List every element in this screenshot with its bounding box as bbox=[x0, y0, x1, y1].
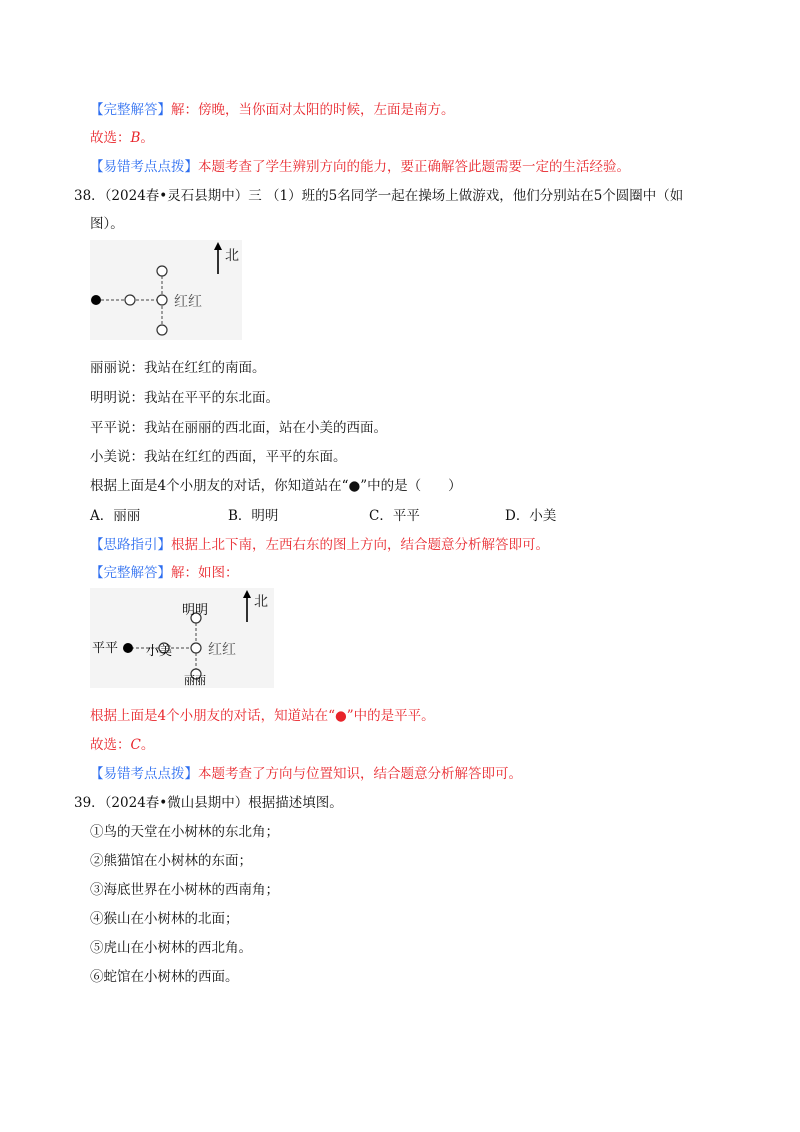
choice-letter: B bbox=[130, 130, 141, 146]
conclusion-dot: ● bbox=[335, 708, 347, 724]
answer-line-38 bbox=[90, 563, 239, 583]
choice-letter: C bbox=[130, 737, 141, 753]
answer-text: 解：如图： bbox=[171, 565, 239, 581]
q39-item-6: ⑥蛇馆在小树林的西面。 bbox=[90, 969, 239, 985]
tip-text: 本题考查了方向与位置知识，结合题意分析解答即可。 bbox=[198, 766, 522, 782]
statement-pingping: 平平说：我站在丽丽的西北面，站在小美的西面。 bbox=[90, 420, 387, 436]
question-38-prompt: 根据上面是4个小朋友的对话，你知道站在“●”中的是（ ） bbox=[90, 478, 462, 494]
q39-item-5: ⑤虎山在小树林的西北角。 bbox=[90, 940, 252, 956]
choice-line-37 bbox=[90, 128, 154, 148]
answer-text: 解：傍晚，当你面对太阳的时候，左面是南方。 bbox=[171, 102, 455, 118]
question-38-line2: 图）。 bbox=[90, 216, 124, 232]
q39-item-1: ①鸟的天堂在小树林的东北角； bbox=[90, 824, 279, 840]
circle-center bbox=[157, 295, 167, 305]
label-lili: 丽丽 bbox=[184, 674, 206, 687]
tip-line-37 bbox=[90, 157, 630, 177]
conclusion-line-38 bbox=[90, 706, 435, 726]
hint-text: 根据上北下南，左西右东的图上方向，结合题意分析解答即可。 bbox=[171, 537, 549, 553]
north-arrow-icon bbox=[243, 590, 251, 598]
question-39-line1: 39．（2024春•微山县期中）根据描述填图。 bbox=[74, 795, 343, 811]
q39-item-2: ②熊猫馆在小树林的东面； bbox=[90, 853, 252, 869]
choice-prefix: 故选： bbox=[90, 737, 131, 753]
choice-suffix: 。 bbox=[140, 130, 154, 146]
tip-text: 本题考查了学生辨别方向的能力，要正确解答此题需要一定的生活经验。 bbox=[198, 159, 630, 175]
filled-circle bbox=[123, 643, 133, 653]
figure-2-svg bbox=[90, 588, 274, 688]
answer-tag: 【完整解答】 bbox=[90, 102, 171, 118]
conclusion-pre: 根据上面是4个小朋友的对话，知道站在“ bbox=[90, 708, 335, 724]
option-c: C．平平 bbox=[369, 508, 420, 524]
circle-north bbox=[157, 266, 167, 276]
filled-circle bbox=[91, 295, 101, 305]
tip-line-38 bbox=[90, 764, 522, 784]
q39-item-3: ③海底世界在小树林的西南角； bbox=[90, 882, 279, 898]
label-honghong: 红红 bbox=[208, 642, 236, 658]
option-b: B．明明 bbox=[228, 508, 279, 524]
statement-mingming: 明明说：我站在平平的东北面。 bbox=[90, 390, 279, 406]
circle-south bbox=[157, 325, 167, 335]
conclusion-post: ”中的是平平。 bbox=[346, 708, 435, 724]
label-mingming: 明明 bbox=[182, 603, 209, 618]
hint-tag: 【思路指引】 bbox=[90, 537, 171, 553]
circle-west bbox=[125, 295, 135, 305]
question-38-line1: 38．（2024春•灵石县期中）三 （1）班的5名同学一起在操场上做游戏，他们分别站在5个圆圈中（如 bbox=[74, 188, 684, 204]
tip-tag: 【易错考点点拨】 bbox=[90, 766, 198, 782]
circle-hongHong bbox=[191, 643, 201, 653]
north-arrow-icon bbox=[214, 242, 222, 250]
answer-tag: 【完整解答】 bbox=[90, 565, 171, 581]
statement-xiaomei: 小美说：我站在红红的西面，平平的东面。 bbox=[90, 449, 347, 465]
tip-tag: 【易错考点点拨】 bbox=[90, 159, 198, 175]
choice-line-38 bbox=[90, 735, 154, 755]
answer-line-37 bbox=[90, 100, 455, 120]
north-label: 北 bbox=[225, 248, 239, 264]
figure-2-answer-diagram bbox=[90, 588, 274, 688]
figure-1-svg bbox=[90, 240, 242, 340]
label-xiaomei: 小美 bbox=[146, 644, 173, 659]
q39-item-4: ④猴山在小树林的北面； bbox=[90, 911, 239, 927]
north-label: 北 bbox=[254, 594, 268, 610]
option-d: D．小美 bbox=[505, 508, 557, 524]
statement-lili: 丽丽说：我站在红红的南面。 bbox=[90, 360, 266, 376]
choice-prefix: 故选： bbox=[90, 130, 131, 146]
figure-1-position-diagram bbox=[90, 240, 242, 340]
hint-line-38 bbox=[90, 535, 549, 555]
option-a: A．丽丽 bbox=[90, 508, 141, 524]
label-pingping: 平平 bbox=[92, 641, 119, 656]
center-label: 红红 bbox=[174, 294, 202, 310]
choice-suffix: 。 bbox=[140, 737, 155, 753]
